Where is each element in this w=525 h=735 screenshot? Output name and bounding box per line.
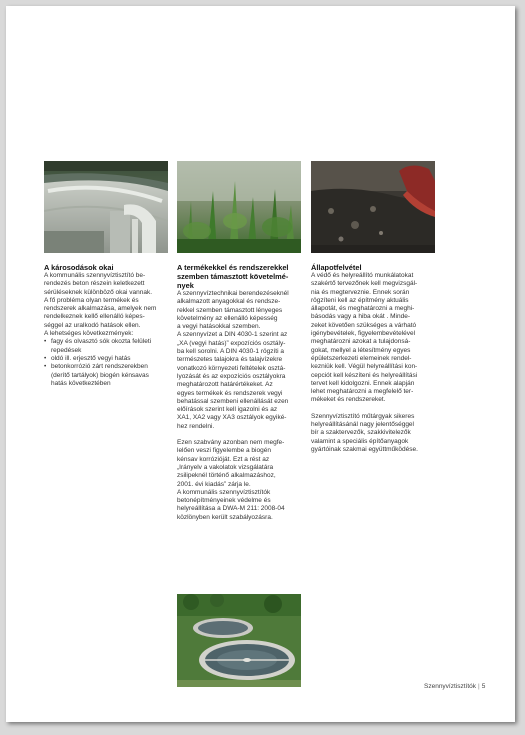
text-line: A szennyvíztechnikai berendezéseknél xyxy=(177,290,289,297)
text-line: repedések xyxy=(51,346,82,354)
text-line: egyes termékek és rendszerek vegyi xyxy=(177,389,283,397)
text-line: ba kell sorolni. A DIN 4030-1 rögzíti a xyxy=(177,348,284,356)
text-line: valamint a speciális építőanyagok xyxy=(311,437,409,445)
text-line: rendezés beton részein keletkezett xyxy=(44,280,145,288)
text-line: rekkel szemben támasztott lényeges xyxy=(177,306,283,314)
heading-line: A termékekkel és rendszerekkel xyxy=(177,263,289,272)
text-line: sérüléseknek különböző okai vannak. xyxy=(44,288,153,296)
consequences-list xyxy=(44,338,168,388)
text-line: A fő probléma olyan termékek és xyxy=(44,296,139,304)
text-line: nia és megterveznie. Ennek során xyxy=(311,288,410,296)
text-line: rendszerek alkalmazása, amelyek nem xyxy=(44,305,157,313)
text-line: gyártóinak szakmai együttműködése. xyxy=(311,445,418,453)
text-line: zsilipeknél történő alkalmazáshoz, xyxy=(177,472,276,480)
text-requirements xyxy=(177,290,301,522)
text-line: alkalmazott anyagokkal és rendsze- xyxy=(177,298,281,306)
text-line: lyozását és az expozíciós osztályokra xyxy=(177,372,286,380)
text-line: cepciót kell készíteni és helyreállítási xyxy=(311,371,418,379)
text-line: A lehetséges következmények: xyxy=(44,330,134,338)
text-line: A szennyvízet a DIN 4030-1 szerint az xyxy=(177,331,288,339)
text-line: igénybevételek, figyelembevételével xyxy=(311,330,416,338)
document-page xyxy=(6,6,515,722)
page-footer xyxy=(424,683,485,690)
list-item xyxy=(51,338,168,355)
column-condition-survey xyxy=(311,161,435,454)
column-requirements xyxy=(177,161,301,522)
text-line: mékeket és rendszereket. xyxy=(311,396,386,404)
text-line: gokat, mellyel a létesítmény egyes xyxy=(311,346,411,354)
heading-damage-causes: A károsodások okai xyxy=(44,263,114,272)
text-line: tervet kell kidolgozni. Ennek alapján xyxy=(311,379,415,387)
heading-requirements xyxy=(177,263,301,290)
text-line: kénsav korrózióját. Ezt a rést az xyxy=(177,455,270,463)
text-line: XA1, XA2 vagy XA3 osztályok egyiké- xyxy=(177,414,287,422)
text-line: zeket követően szükséges a várható xyxy=(311,321,417,329)
footer-separator: | xyxy=(478,683,480,690)
text-line: előírások szerint kell igazolni és az xyxy=(177,406,278,414)
photo-overgrown-wall xyxy=(177,161,301,253)
photo-damaged-concrete xyxy=(311,161,435,253)
text-line: • fagy és olvasztó sók okozta felületi xyxy=(51,338,152,346)
column-damage-causes xyxy=(44,161,168,388)
text-line: betonépítményeinek védelme és xyxy=(177,497,271,505)
text-line: básodás vagy a hiba okát . Minde- xyxy=(311,313,411,321)
text-line: követelmény az ellenálló képesség xyxy=(177,314,278,322)
text-line: A kommunális szennyvíztisztítók xyxy=(177,488,271,496)
photo-concrete-basin xyxy=(44,161,168,253)
text-line: (derítő tartályok) biogén kénsavas xyxy=(51,371,149,379)
text-line: A védő és helyreállító munkálatokat xyxy=(311,272,414,279)
list-item xyxy=(51,363,168,388)
text-line: meghatározni azokat a tulajdonsá- xyxy=(311,338,411,346)
text-line: épületszerkezeti elemeinek rendel- xyxy=(311,354,412,362)
text-condition-survey xyxy=(311,272,435,454)
text-line: „Irányelv a vakolatok vizsgálatára xyxy=(177,463,274,471)
text-line: lehet meghatározni a megfelelő ter- xyxy=(311,388,414,396)
text-line: „XA (vegyi hatás)” expozíciós osztály- xyxy=(177,339,286,347)
text-line: helyreállításánál nagy jelentőséggel xyxy=(311,421,414,429)
photo-treatment-plant-aerial xyxy=(177,594,301,687)
heading-line: szemben támasztott követelmé- xyxy=(177,272,289,281)
footer-label: Szennyvíztisztítók xyxy=(424,683,477,690)
text-line: • oldó ill. erjesztő vegyi hatás xyxy=(51,354,131,362)
text-line: hez rendelni. xyxy=(177,422,215,430)
text-line: közlönyben került szabályozásra. xyxy=(177,513,273,521)
text-line: séggel az uralkodó hatások ellen. xyxy=(44,321,141,329)
text-line: • betonkorrózió zárt rendszerekben xyxy=(51,363,148,371)
text-line: behatással szembeni ellenállását ezen xyxy=(177,397,289,405)
list-item xyxy=(51,355,168,363)
text-damage-causes xyxy=(44,272,168,388)
heading-condition-survey: Állapotfelvétel xyxy=(311,263,362,272)
text-line: természetes talajokra és talajvízekre xyxy=(177,356,283,364)
text-line: a vegyi hatásokkal szemben. xyxy=(177,323,261,331)
heading-line: nyek xyxy=(177,281,194,290)
text-line: Ezen szabvány azonban nem megfe- xyxy=(177,439,285,447)
text-line: helyreállítása a DWA-M 211: 2008-04 xyxy=(177,505,285,513)
text-line: 2001. évi kiadás” zárja le. xyxy=(177,480,251,488)
text-line: szakértő tervezőnek kell megvizsgál- xyxy=(311,280,418,288)
text-line: Szennyvíztisztító műtárgyak sikeres xyxy=(311,412,415,420)
text-line: meghatározott határértékeket. Az xyxy=(177,381,273,389)
text-line: hatás következtében xyxy=(51,379,111,387)
page-number: 5 xyxy=(481,683,486,690)
text-line: vonatkozó környezeti feltételek osztá- xyxy=(177,364,286,372)
text-line: lelően veszi figyelembe a biogén xyxy=(177,447,271,455)
text-line: bír a szaktervezők, szakkivitelezők xyxy=(311,429,411,437)
text-line: A kommunális szennyvíztisztító be- xyxy=(44,272,146,279)
text-line: rögzíteni kell az építmény aktuális xyxy=(311,296,409,304)
text-line: állapotát, és meghatározni a meghi- xyxy=(311,305,415,313)
text-line: kezniük kell. Végül helyreállítási kon- xyxy=(311,363,418,371)
text-line: rendelkeznek kellő ellenálló képes- xyxy=(44,313,145,321)
